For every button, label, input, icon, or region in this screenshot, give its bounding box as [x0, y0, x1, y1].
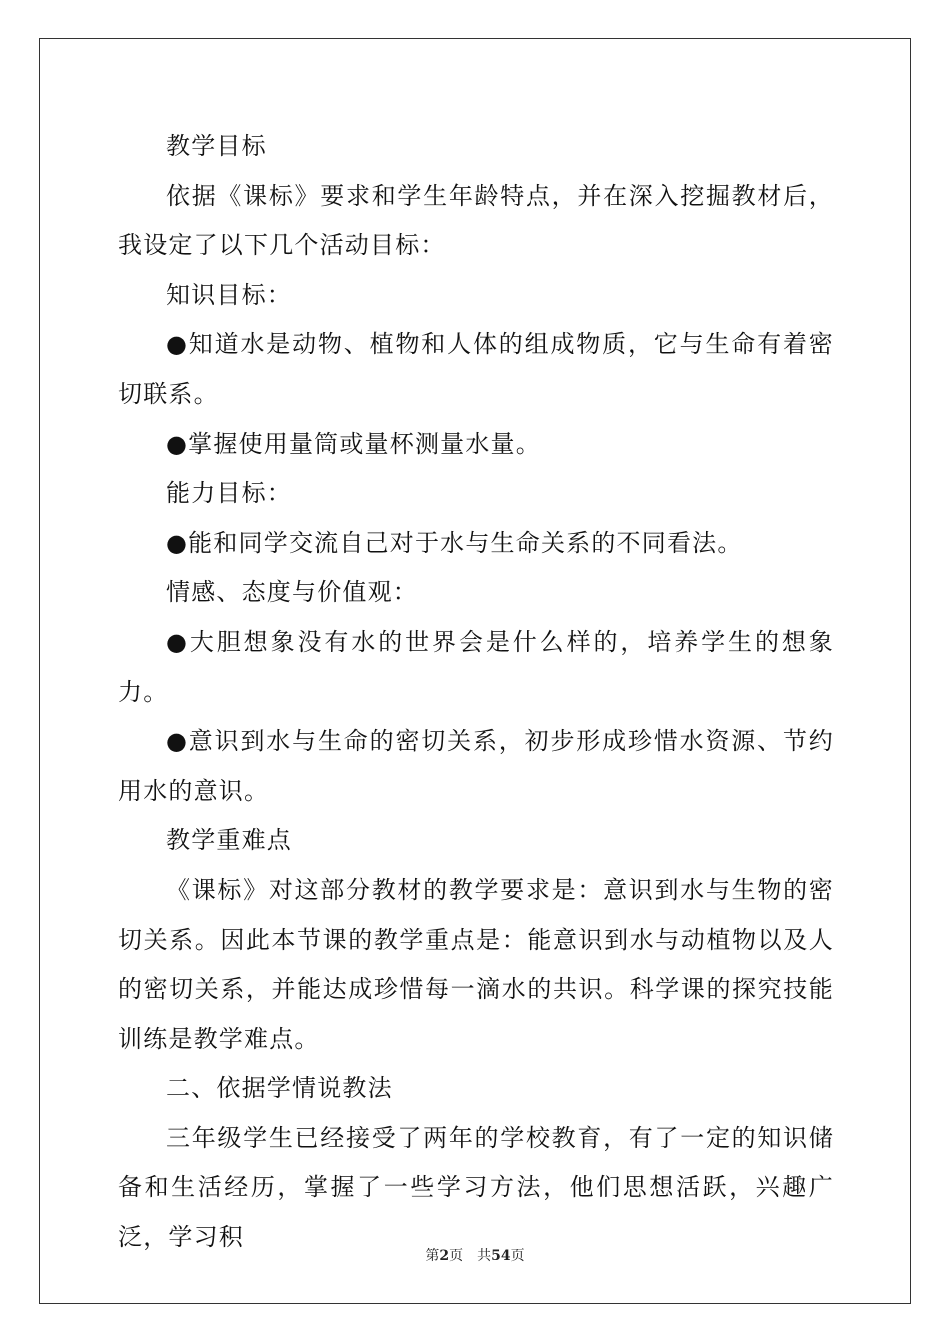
bullet-knowledge-1: ●知道水是动物、植物和人体的组成物质，它与生命有着密切联系。: [118, 330, 834, 408]
section-heading-key-points: 教学重难点: [166, 826, 292, 855]
paragraph-goals-intro: 依据《课标》要求和学生年龄特点，并在深入挖掘教材后，我设定了以下几个活动目标：: [118, 181, 834, 260]
section-heading-teaching-goals: 教学目标: [166, 132, 267, 160]
footer-page-prefix: 第: [425, 1248, 440, 1264]
page-footer: [0, 1245, 950, 1265]
document-body: [118, 122, 834, 1263]
subheading-knowledge-goals: 知识目标：: [166, 280, 292, 309]
bullet-knowledge-2: ●掌握使用量筒或量杯测量水量。: [166, 429, 541, 458]
bullet-attitude-2: ●意识到水与生命的密切关系，初步形成珍惜水资源、节约用水的意识。: [118, 727, 834, 805]
bullet-attitude-1: ●大胆想象没有水的世界会是什么样的，培养学生的想象力。: [118, 627, 834, 706]
footer-page-number: 2: [439, 1248, 450, 1264]
paragraph-key-points: 《课标》对这部分教材的教学要求是：意识到水与生物的密切关系。因此本节课的教学重点是：能意识到水与动植物以及人的密切关系，并能达成珍惜每一滴水的共识。科学课的探究技能训练是教学难点。: [118, 875, 834, 1053]
footer-page-suffix: 页: [449, 1248, 464, 1264]
footer-total-pages: 54: [491, 1248, 511, 1264]
footer-total-suffix: 页: [510, 1248, 525, 1264]
section-heading-teaching-method: 二、依据学情说教法: [166, 1074, 393, 1103]
footer-total-prefix: 共: [477, 1248, 492, 1264]
bullet-ability-1: ●能和同学交流自己对于水与生命关系的不同看法。: [166, 528, 743, 557]
subheading-ability-goals: 能力目标：: [166, 479, 292, 508]
paragraph-student-analysis: 三年级学生已经接受了两年的学校教育，有了一定的知识储备和生活经历，掌握了一些学习方法，他们思想活跃，兴趣广泛，学习积: [118, 1123, 834, 1252]
subheading-attitude-goals: 情感、态度与价值观：: [166, 578, 418, 607]
